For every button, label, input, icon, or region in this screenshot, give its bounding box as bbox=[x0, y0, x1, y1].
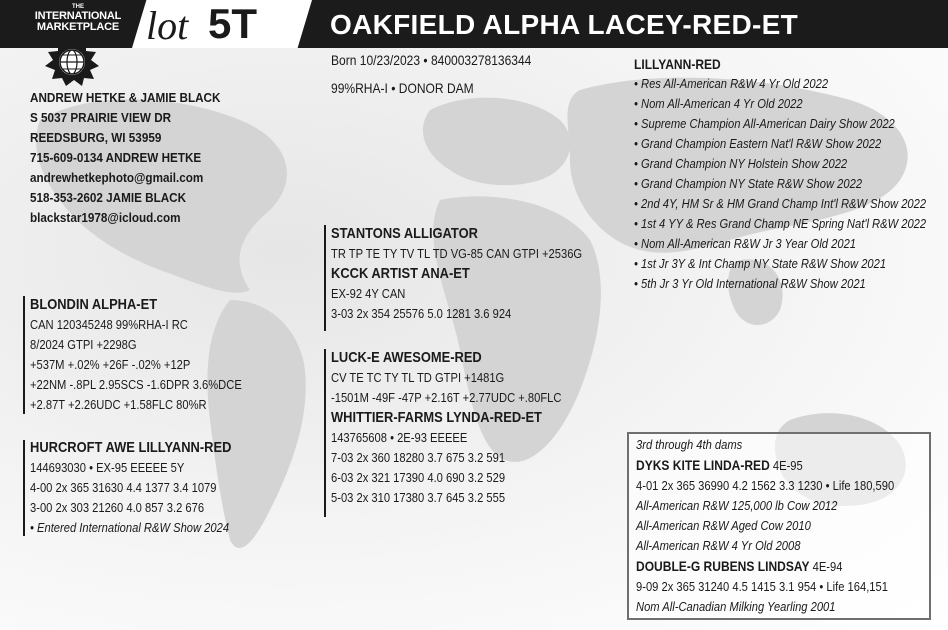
dam4-name: DOUBLE-G RUBENS LINDSAY bbox=[636, 558, 810, 574]
sire-parents-bracket bbox=[324, 225, 326, 331]
dam3-award: All-American R&W Aged Cow 2010 bbox=[636, 518, 811, 533]
dam-sire-name: LUCK-E AWESOME-RED bbox=[331, 349, 482, 366]
owner-email-1: andrewhetkephoto@gmail.com bbox=[30, 170, 204, 185]
achievement-item: • Grand Champion NY State R&W Show 2022 bbox=[634, 176, 863, 191]
achievement-item: • 2nd 4Y, HM Sr & HM Grand Champ Int'l R&W Show 2022 bbox=[634, 196, 927, 211]
owner-email-2: blackstar1978@icloud.com bbox=[30, 210, 181, 225]
status-line: 99%RHA-I • DONOR DAM bbox=[331, 80, 474, 96]
achievement-item: • Nom All-American R&W Jr 3 Year Old 2021 bbox=[634, 236, 857, 251]
dam3-score: 4E-95 bbox=[772, 458, 803, 473]
dam-name: HURCROFT AWE LILLYANN-RED bbox=[30, 439, 232, 456]
owner-address: S 5037 PRAIRIE VIEW DR bbox=[30, 110, 172, 125]
dam4-record: 9-09 2x 365 31240 4.5 1415 3.1 954 • Life 164,151 bbox=[636, 579, 888, 594]
achievement-item: • 1st 4 YY & Res Grand Champ NE Spring Nat'l R&W 2022 bbox=[634, 216, 927, 231]
dam4-award: Nom All-Canadian Milking Yearling 2001 bbox=[636, 599, 836, 614]
dam-dam-line: 5-03 2x 310 17380 3.7 645 3.2 555 bbox=[331, 490, 506, 505]
sire-line: +2.87T +2.26UDC +1.58FLC 80%R bbox=[30, 397, 207, 412]
sire-dam-line: 3-03 2x 354 25576 5.0 1281 3.6 924 bbox=[331, 306, 512, 321]
lillyann-achievements bbox=[634, 54, 948, 294]
dam3-name: DYKS KITE LINDA-RED bbox=[636, 457, 770, 473]
dams-box-heading: 3rd through 4th dams bbox=[636, 437, 743, 452]
achievement-item: • 5th Jr 3 Yr Old International R&W Show 2021 bbox=[634, 276, 866, 291]
achievement-item: • Grand Champion Eastern Nat'l R&W Show 2022 bbox=[634, 136, 882, 151]
sire-parents-block bbox=[331, 224, 623, 324]
sire-dam-line: EX-92 4Y CAN bbox=[331, 286, 406, 301]
third-fourth-dams-content bbox=[636, 435, 936, 617]
logo-the: THE bbox=[72, 4, 84, 10]
animal-name-title: OAKFIELD ALPHA LACEY-RED-ET bbox=[330, 9, 799, 40]
sire-bracket bbox=[23, 296, 25, 414]
dam-line: 144693030 • EX-95 EEEEE 5Y bbox=[30, 460, 185, 475]
dam3-award: All-American R&W 125,000 lb Cow 2012 bbox=[636, 498, 838, 513]
sire-sire-name: STANTONS ALLIGATOR bbox=[331, 225, 478, 242]
globe-icon bbox=[44, 38, 100, 86]
logo-line2: MARKETPLACE bbox=[36, 21, 120, 33]
sire-block bbox=[30, 295, 276, 415]
dam-bracket bbox=[23, 440, 25, 536]
achievement-item: • Grand Champion NY Holstein Show 2022 bbox=[634, 156, 848, 171]
dam-dam-line: 6-03 2x 321 17390 4.0 690 3.2 529 bbox=[331, 470, 506, 485]
dam-block bbox=[30, 438, 264, 538]
dam-sire-line: CV TE TC TY TL TD GTPI +1481G bbox=[331, 370, 505, 385]
lot-number: 5T bbox=[208, 0, 258, 47]
dam3-record: 4-01 2x 365 36990 4.2 1562 3.3 1230 • Life 180,590 bbox=[636, 478, 895, 493]
dam-sire-line: -1501M -49F -47P +2.16T +2.77UDC +.80FLC bbox=[331, 390, 562, 405]
dam3-title-row bbox=[636, 455, 894, 476]
dam-line: 4-00 2x 365 31630 4.4 1377 3.4 1079 bbox=[30, 480, 217, 495]
dam-dam-name: WHITTIER-FARMS LYNDA-RED-ET bbox=[331, 409, 542, 426]
dam-parents-bracket bbox=[324, 349, 326, 517]
born-line: Born 10/23/2023 • 840003278136344 bbox=[331, 52, 532, 68]
dam-parents-block bbox=[331, 348, 599, 508]
logo-line1: INTERNATIONAL bbox=[34, 10, 122, 22]
sire-dam-name: KCCK ARTIST ANA-ET bbox=[331, 265, 470, 282]
sire-line: +537M +.02% +26F -.02% +12P bbox=[30, 357, 191, 372]
lillyann-name: LILLYANN-RED bbox=[634, 56, 721, 72]
owner-city: REEDSBURG, WI 53959 bbox=[30, 130, 162, 145]
sire-sire-line: TR TP TE TY TV TL TD VG-85 CAN GTPI +2536G bbox=[331, 246, 583, 261]
achievement-item: • Supreme Champion All-American Dairy Show 2022 bbox=[634, 116, 895, 131]
lot-label: lot bbox=[146, 3, 189, 48]
dam4-score: 4E-94 bbox=[812, 559, 843, 574]
sire-line: +22NM -.8PL 2.95SCS -1.6DPR 3.6%DCE bbox=[30, 377, 242, 392]
owner-phone-2: 518-353-2602 JAMIE BLACK bbox=[30, 190, 187, 205]
achievement-item: • 1st Jr 3Y & Int Champ NY State R&W Show 2021 bbox=[634, 256, 887, 271]
owner-names: ANDREW HETKE & JAMIE BLACK bbox=[30, 90, 221, 105]
achievement-item: • Res All-American R&W 4 Yr Old 2022 bbox=[634, 76, 829, 91]
dam-dam-line: 7-03 2x 360 18280 3.7 675 3.2 591 bbox=[331, 450, 506, 465]
dam-dam-line: 143765608 • 2E-93 EEEEE bbox=[331, 430, 468, 445]
marketplace-logo bbox=[30, 4, 126, 33]
dam4-title-row bbox=[636, 556, 894, 577]
sire-name: BLONDIN ALPHA-ET bbox=[30, 296, 158, 313]
dam-note: • Entered International R&W Show 2024 bbox=[30, 520, 230, 535]
dam-line: 3-00 2x 303 21260 4.0 857 3.2 676 bbox=[30, 500, 205, 515]
dam3-award: All-American R&W 4 Yr Old 2008 bbox=[636, 538, 801, 553]
sire-line: 8/2024 GTPI +2298G bbox=[30, 337, 137, 352]
sire-line: CAN 120345248 99%RHA-I RC bbox=[30, 317, 188, 332]
owner-contact-block bbox=[30, 88, 242, 228]
owner-phone-1: 715-609-0134 ANDREW HETKE bbox=[30, 150, 202, 165]
achievement-item: • Nom All-American 4 Yr Old 2022 bbox=[634, 96, 803, 111]
